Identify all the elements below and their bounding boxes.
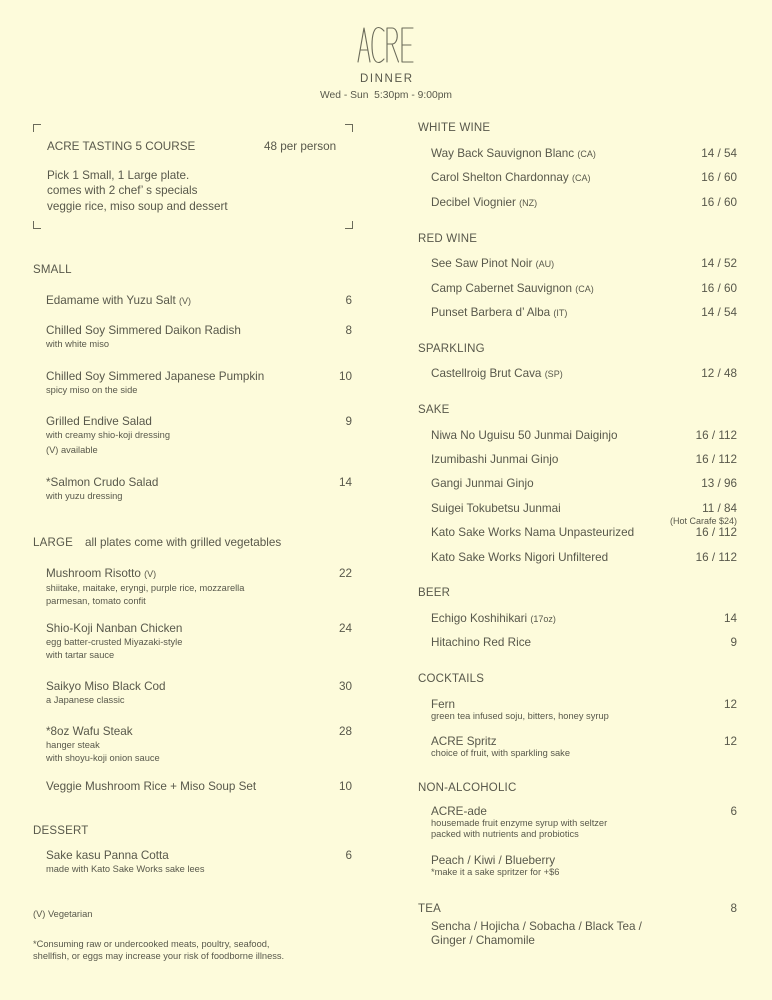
acre-logo	[355, 25, 417, 65]
drink-item	[431, 805, 737, 841]
item-price: 30	[338, 679, 352, 693]
tasting-line: Pick 1 Small, 1 Large plate.	[47, 168, 190, 182]
item-price: 16 / 60	[701, 170, 737, 184]
item-description: egg batter-crusted Miyazaki-style	[46, 636, 183, 647]
drink-item	[431, 476, 737, 491]
advisory-line: *Consuming raw or undercooked meats, poultry, seafood,	[33, 939, 270, 949]
tasting-title: ACRE TASTING 5 COURSE	[47, 139, 196, 153]
item-price: 14 / 54	[701, 305, 737, 319]
item-name: Niwa No Uguisu 50 Junmai Daiginjo	[431, 428, 618, 442]
box-corner-top-left	[33, 124, 41, 132]
item-price: 14 / 52	[701, 256, 737, 270]
origin-tag: (SP)	[544, 368, 563, 379]
menu-item	[46, 566, 352, 608]
item-name: Saikyo Miso Black Cod	[46, 679, 166, 693]
service-hours: Wed - Sun 5:30pm - 9:00pm	[319, 90, 453, 101]
section-title-cocktails: COCKTAILS	[418, 673, 485, 685]
item-description: spicy miso on the side	[46, 384, 138, 395]
item-name: Shio-Koji Nanban Chicken	[46, 621, 183, 635]
section-title-large: LARGE	[33, 537, 73, 549]
consumer-advisory	[33, 938, 284, 962]
menu-item	[46, 369, 352, 397]
item-name: Punset Barbera d’ Alba	[431, 305, 551, 319]
drink-item	[431, 550, 737, 565]
tasting-line: comes with 2 chef’ s specials	[47, 184, 198, 197]
box-corner-top-right	[345, 124, 353, 132]
item-price: 12 / 48	[701, 366, 737, 380]
origin-tag: (NZ)	[519, 197, 538, 208]
menu-item	[46, 724, 352, 765]
section-subtitle-large: all plates come with grilled vegetables	[85, 536, 282, 549]
menu-item	[46, 414, 352, 457]
item-price: 12	[723, 697, 737, 711]
menu-item	[46, 323, 352, 351]
menu-item	[46, 621, 352, 662]
item-description: hanger steak	[46, 739, 100, 750]
item-name: Echigo Koshihikari	[431, 611, 528, 625]
item-title-row	[431, 170, 737, 186]
item-title-row	[431, 281, 737, 297]
menu-item	[46, 679, 352, 707]
meal-title: DINNER	[359, 73, 414, 85]
item-price: 22	[338, 566, 352, 580]
vegetarian-tag: (V)	[144, 568, 157, 579]
item-name: Edamame with Yuzu Salt	[46, 293, 176, 307]
vegetarian-tag: (V)	[178, 295, 191, 306]
size-tag: (17oz)	[530, 613, 556, 624]
section-title-beer: BEER	[418, 587, 451, 599]
item-description: shiitake, maitake, eryngi, purple rice, mozzarella	[46, 582, 245, 593]
item-description: with yuzu dressing	[46, 490, 123, 501]
item-price: 16 / 60	[701, 281, 737, 295]
drink-item	[431, 452, 737, 467]
item-name: *8oz Wafu Steak	[46, 724, 133, 738]
section-title-sake: SAKE	[418, 404, 450, 416]
item-name: ACRE Spritz	[431, 734, 497, 748]
section-title-sparkling: SPARKLING	[418, 343, 485, 355]
item-price: 6	[730, 804, 737, 818]
drink-item	[431, 366, 737, 382]
box-corner-bottom-left	[33, 221, 41, 229]
menu-item	[46, 293, 352, 309]
item-name: Kato Sake Works Nama Unpasteurized	[431, 525, 635, 539]
item-description: a Japanese classic	[46, 694, 125, 705]
item-name: Hitachino Red Rice	[431, 635, 532, 649]
logo-letter-a	[358, 28, 370, 62]
menu-item	[46, 779, 352, 794]
section-title-dessert: DESSERT	[33, 825, 89, 837]
item-name: Way Back Sauvignon Blanc	[431, 146, 575, 160]
logo-letter-e	[402, 28, 413, 62]
section-title-white-wine: WHITE WINE	[418, 122, 491, 134]
drink-item	[431, 698, 737, 723]
section-title-red-wine: RED WINE	[418, 233, 478, 245]
item-name: Izumibashi Junmai Ginjo	[431, 452, 559, 466]
drink-item	[431, 256, 737, 272]
item-price: 14 / 54	[701, 146, 737, 160]
item-description: with shoyu-koji onion sauce	[46, 752, 160, 763]
item-description: (V) available	[46, 444, 98, 455]
item-description: made with Kato Sake Works sake lees	[46, 863, 205, 874]
origin-tag: (CA)	[575, 283, 594, 294]
item-description: with white miso	[46, 338, 110, 349]
item-name: Gangi Junmai Ginjo	[431, 476, 534, 490]
item-title-row	[431, 195, 737, 211]
item-name: *Salmon Crudo Salad	[46, 475, 159, 489]
item-name: Castellroig Brut Cava	[431, 366, 542, 380]
item-price: 14	[723, 611, 737, 625]
item-description: parmesan, tomato confit	[46, 595, 146, 606]
item-title-row	[46, 566, 352, 582]
drink-item	[431, 525, 737, 540]
item-price: 14	[338, 475, 352, 489]
origin-tag: (AU)	[535, 258, 555, 269]
drink-item	[431, 635, 737, 650]
drink-item	[431, 170, 737, 186]
drink-item	[431, 611, 737, 627]
item-price: 10	[338, 779, 352, 793]
item-price: 16 / 112	[695, 452, 737, 466]
item-title-row	[46, 293, 352, 309]
item-price: 11 / 84	[702, 501, 737, 515]
item-name: Sake kasu Panna Cotta	[46, 848, 169, 862]
item-name: Decibel Viognier	[431, 195, 516, 209]
item-price: 13 / 96	[701, 476, 737, 490]
item-price: 6	[345, 293, 352, 307]
item-title-row	[431, 305, 737, 321]
tea-options	[431, 920, 642, 948]
item-description: packed with nutrients and probiotics	[431, 829, 579, 839]
item-title-row	[431, 256, 737, 272]
origin-tag: (CA)	[572, 172, 591, 183]
tasting-price: 48 per person	[264, 139, 337, 153]
item-name: Carol Shelton Chardonnay	[431, 170, 569, 184]
item-title-row	[431, 146, 737, 162]
item-name: Suigei Tokubetsu Junmai	[431, 501, 561, 515]
tea-price: 8	[730, 902, 737, 915]
item-name: Mushroom Risotto	[46, 566, 141, 580]
drink-item	[431, 428, 737, 443]
item-price: 16 / 60	[701, 195, 737, 209]
item-price: 9	[345, 414, 352, 428]
item-description: *make it a sake spritzer for +$6	[431, 866, 560, 877]
drink-item	[431, 854, 737, 879]
item-price: 16 / 112	[695, 428, 737, 442]
origin-tag: (CA)	[577, 148, 596, 159]
origin-tag: (IT)	[553, 307, 568, 318]
item-description: with creamy shio-koji dressing	[46, 429, 171, 440]
section-title-small: SMALL	[33, 264, 72, 276]
drink-item	[431, 146, 737, 162]
drink-item	[431, 735, 737, 760]
item-name: ACRE-ade	[431, 804, 487, 818]
drink-item	[431, 195, 737, 211]
item-price: 8	[345, 323, 352, 337]
section-title-tea: TEA	[418, 903, 441, 915]
item-price-note: (Hot Carafe $24)	[669, 515, 737, 526]
tea-line: Ginger / Chamomile	[431, 934, 535, 947]
item-name: Chilled Soy Simmered Japanese Pumpkin	[46, 369, 265, 383]
tasting-line: veggie rice, miso soup and dessert	[47, 199, 228, 213]
logo-letter-c	[372, 28, 384, 63]
item-title-row	[431, 366, 737, 382]
box-corner-bottom-right	[345, 221, 353, 229]
item-name: Grilled Endive Salad	[46, 414, 152, 428]
item-price: 6	[345, 848, 352, 862]
logo-letter-r	[387, 28, 399, 62]
item-price: 28	[338, 724, 352, 738]
advisory-line: shellfish, or eggs may increase your risk of foodborne illness.	[33, 951, 285, 961]
drink-item	[431, 501, 737, 526]
menu-item	[46, 475, 352, 503]
item-name: Chilled Soy Simmered Daikon Radish	[46, 323, 241, 337]
item-name: See Saw Pinot Noir	[431, 256, 533, 270]
drink-item	[431, 281, 737, 297]
item-name: Fern	[431, 697, 456, 711]
item-price: 12	[723, 734, 737, 748]
item-name: Peach / Kiwi / Blueberry	[431, 853, 556, 867]
item-description: green tea infused soju, bitters, honey syrup	[431, 710, 609, 721]
drink-item	[431, 305, 737, 321]
item-name: Kato Sake Works Nigori Unfiltered	[431, 550, 609, 564]
item-description: choice of fruit, with sparkling sake	[431, 747, 570, 758]
tasting-description	[47, 168, 228, 215]
item-price-group	[670, 501, 737, 526]
item-description: housemade fruit enzyme syrup with seltzer	[431, 817, 608, 828]
tea-line: Sencha / Hojicha / Sobacha / Black Tea /	[431, 920, 642, 933]
item-description: with tartar sauce	[46, 649, 115, 660]
menu-item	[46, 848, 352, 876]
item-price: 9	[730, 635, 737, 649]
item-name: Veggie Mushroom Rice + Miso Soup Set	[46, 779, 257, 793]
vegetarian-legend: (V) Vegetarian	[33, 909, 93, 919]
item-price: 16 / 112	[695, 550, 737, 564]
item-price: 16 / 112	[695, 525, 737, 539]
section-title-non-alcoholic: NON-ALCOHOLIC	[418, 782, 517, 794]
item-price: 10	[338, 369, 352, 383]
item-name: Camp Cabernet Sauvignon	[431, 281, 572, 295]
item-title-row	[431, 611, 737, 627]
item-price: 24	[338, 621, 352, 635]
